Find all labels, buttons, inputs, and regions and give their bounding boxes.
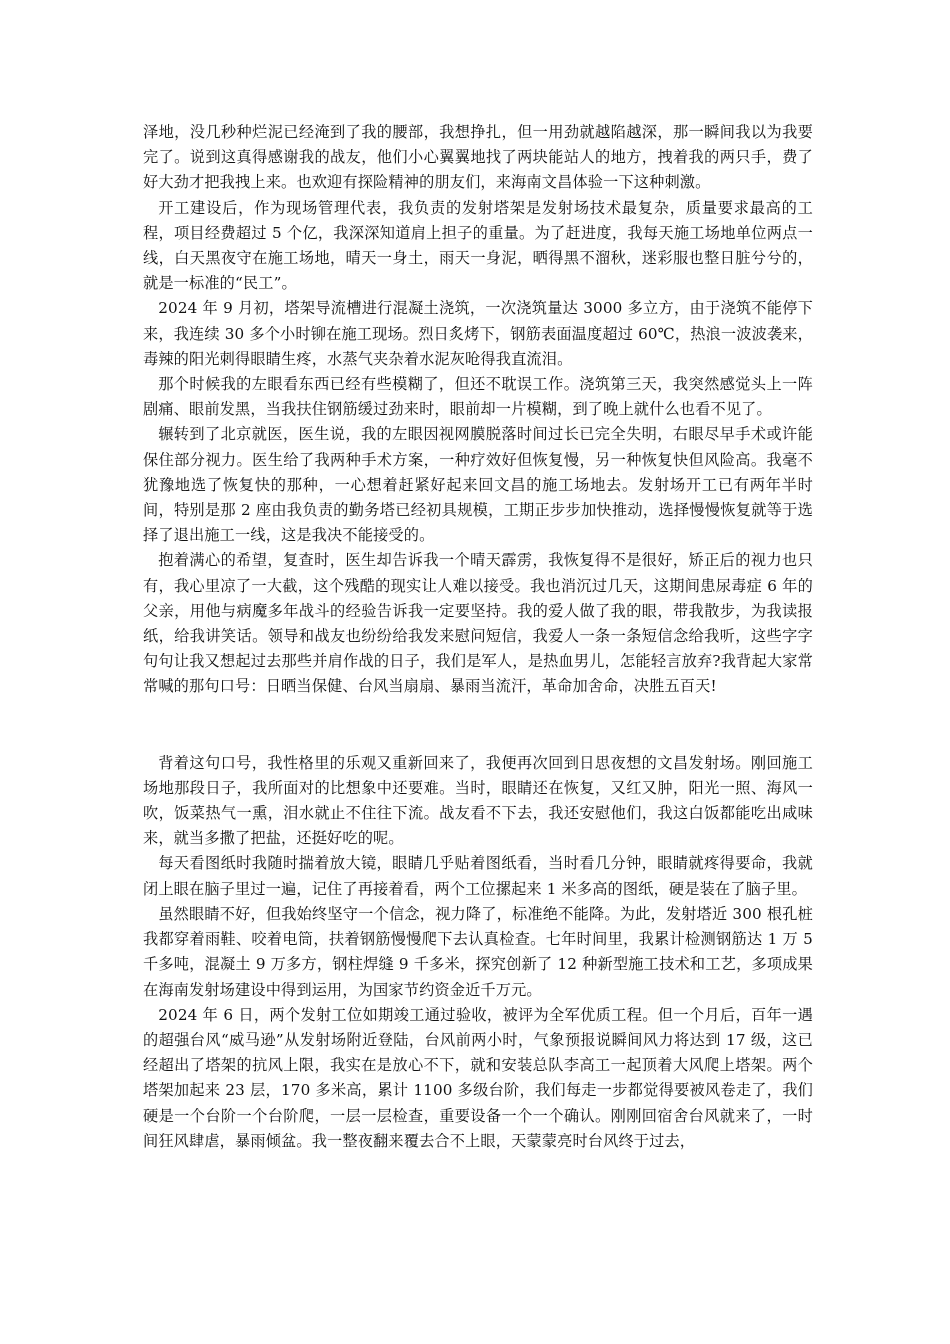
paragraph-2: 开工建设后，作为现场管理代表，我负责的发射塔架是发射场技术最复杂，质量要求最高的工程，项目经费超过 5 个亿，我深深知道肩上担子的重量。为了赶进度，我每天施工场地单位两点一线，白天黑夜守在施工场地，晴天一身土，雨天一身泥，晒得黑不溜秋，迷彩服也整日脏兮兮的，就是一标准的“民工”。 — [143, 198, 813, 293]
section-2 — [143, 751, 813, 1154]
section-1 — [143, 120, 813, 700]
document-page — [143, 120, 813, 1154]
paragraph-9: 虽然眼睛不好，但我始终坚守一个信念，视力降了，标准绝不能降。为此，发射塔近 300 根孔桩我都穿着雨鞋、咬着电筒，扶着钢筋慢慢爬下去认真检查。七年时间里，我累计检测钢筋达 1 万 5 千多吨，混凝土 9 万多方，钢柱焊缝 9 千多米，探究创新了 12 种新型施工技术和工艺，多项成果在海南发射场建设中得到运用，为国家节约资金近千万元。 — [143, 904, 813, 999]
paragraph-5: 辗转到了北京就医，医生说，我的左眼因视网膜脱落时间过长已完全失明，右眼尽早手术或许能保住部分视力。医生给了我两种手术方案，一种疗效好但恢复慢，另一种恢复快但风险高。我毫不犹豫地选了恢复快的那种，一心想着赶紧好起来回文昌的施工场地去。发射场开工已有两年半时间，特别是那 2 座由我负责的勤务塔已经初具规模，工期正步步加快推动，选择慢慢恢复就等于选择了退出施工一线，这是我决不能接受的。 — [143, 425, 813, 545]
paragraph-4: 那个时候我的左眼看东西已经有些模糊了，但还不耽误工作。浇筑第三天，我突然感觉头上一阵剧痛、眼前发黑，当我扶住钢筋缓过劲来时，眼前却一片模糊，到了晚上就什么也看不见了。 — [143, 375, 813, 419]
paragraph-1: 泽地，没几秒种烂泥已经淹到了我的腰部，我想挣扎，但一用劲就越陷越深，那一瞬间我以为我要完了。说到这真得感谢我的战友，他们小心翼翼地找了两块能站人的地方，拽着我的两只手，费了好大劲才把我拽上来。也欢迎有探险精神的朋友们，来海南文昌体验一下这种刺激。 — [143, 123, 813, 192]
paragraph-3: 2024 年 9 月初，塔架导流槽进行混凝土浇筑，一次浇筑量达 3000 多立方，由于浇筑不能停下来，我连续 30 多个小时铆在施工现场。烈日炙烤下，钢筋表面温度超过 60℃，热浪一波波袭来，毒辣的阳光刺得眼睛生疼，水蒸气夹杂着水泥灰呛得我直流泪。 — [143, 299, 813, 368]
paragraph-6: 抱着满心的希望，复查时，医生却告诉我一个晴天霹雳，我恢复得不是很好，矫正后的视力也只有，我心里凉了一大截，这个残酷的现实让人难以接受。我也消沉过几天，这期间患尿毒症 6 年的父亲，用他与病魔多年战斗的经验告诉我一定要坚持。我的爱人做了我的眼，带我散步，为我读报纸，给我讲笑话。领导和战友也纷纷给我发来慰问短信，我爱人一条一条短信念给我听，这些字字句句让我又想起过去那些并肩作战的日子，我们是军人，是热血男儿，怎能轻言放弃?我背起大家常常喊的那句口号：日晒当保健、台风当扇扇、暴雨当流汗，革命加舍命，决胜五百天! — [143, 551, 813, 696]
paragraph-7: 背着这句口号，我性格里的乐观又重新回来了，我便再次回到日思夜想的文昌发射场。刚回施工场地那段日子，我所面对的比想象中还要难。当时，眼睛还在恢复，又红又肿，阳光一照、海风一吹，饭菜热气一熏，泪水就止不住往下流。战友看不下去，我还安慰他们，我这白饭都能吃出咸味来，就当多撒了把盐，还挺好吃的呢。 — [143, 753, 813, 848]
paragraph-8: 每天看图纸时我随时揣着放大镜，眼睛几乎贴着图纸看，当时看几分钟，眼睛就疼得要命，我就闭上眼在脑子里过一遍，记住了再接着看，两个工位摞起来 1 米多高的图纸，硬是装在了脑子里。 — [143, 854, 813, 898]
section-gap — [143, 700, 813, 751]
paragraph-10: 2024 年 6 日，两个发射工位如期竣工通过验收，被评为全军优质工程。但一个月后，百年一遇的超强台风“威马逊”从发射场附近登陆，台风前两小时，气象预报说瞬间风力将达到 17 级，这已经超出了塔架的抗风上限，我实在是放心不下，就和安装总队李高工一起顶着大风爬上塔架。两个塔架加起来 23 层，170 多米高，累计 1100 多级台阶，我们每走一步都觉得要被风卷走了，我们硬是一个台阶一个台阶爬，一层一层检查，重要设备一个一个确认。刚刚回宿舍台风就来了，一时间狂风肆虐，暴雨倾盆。我一整夜翻来覆去合不上眼，天蒙蒙亮时台风终于过去， — [143, 1005, 813, 1150]
